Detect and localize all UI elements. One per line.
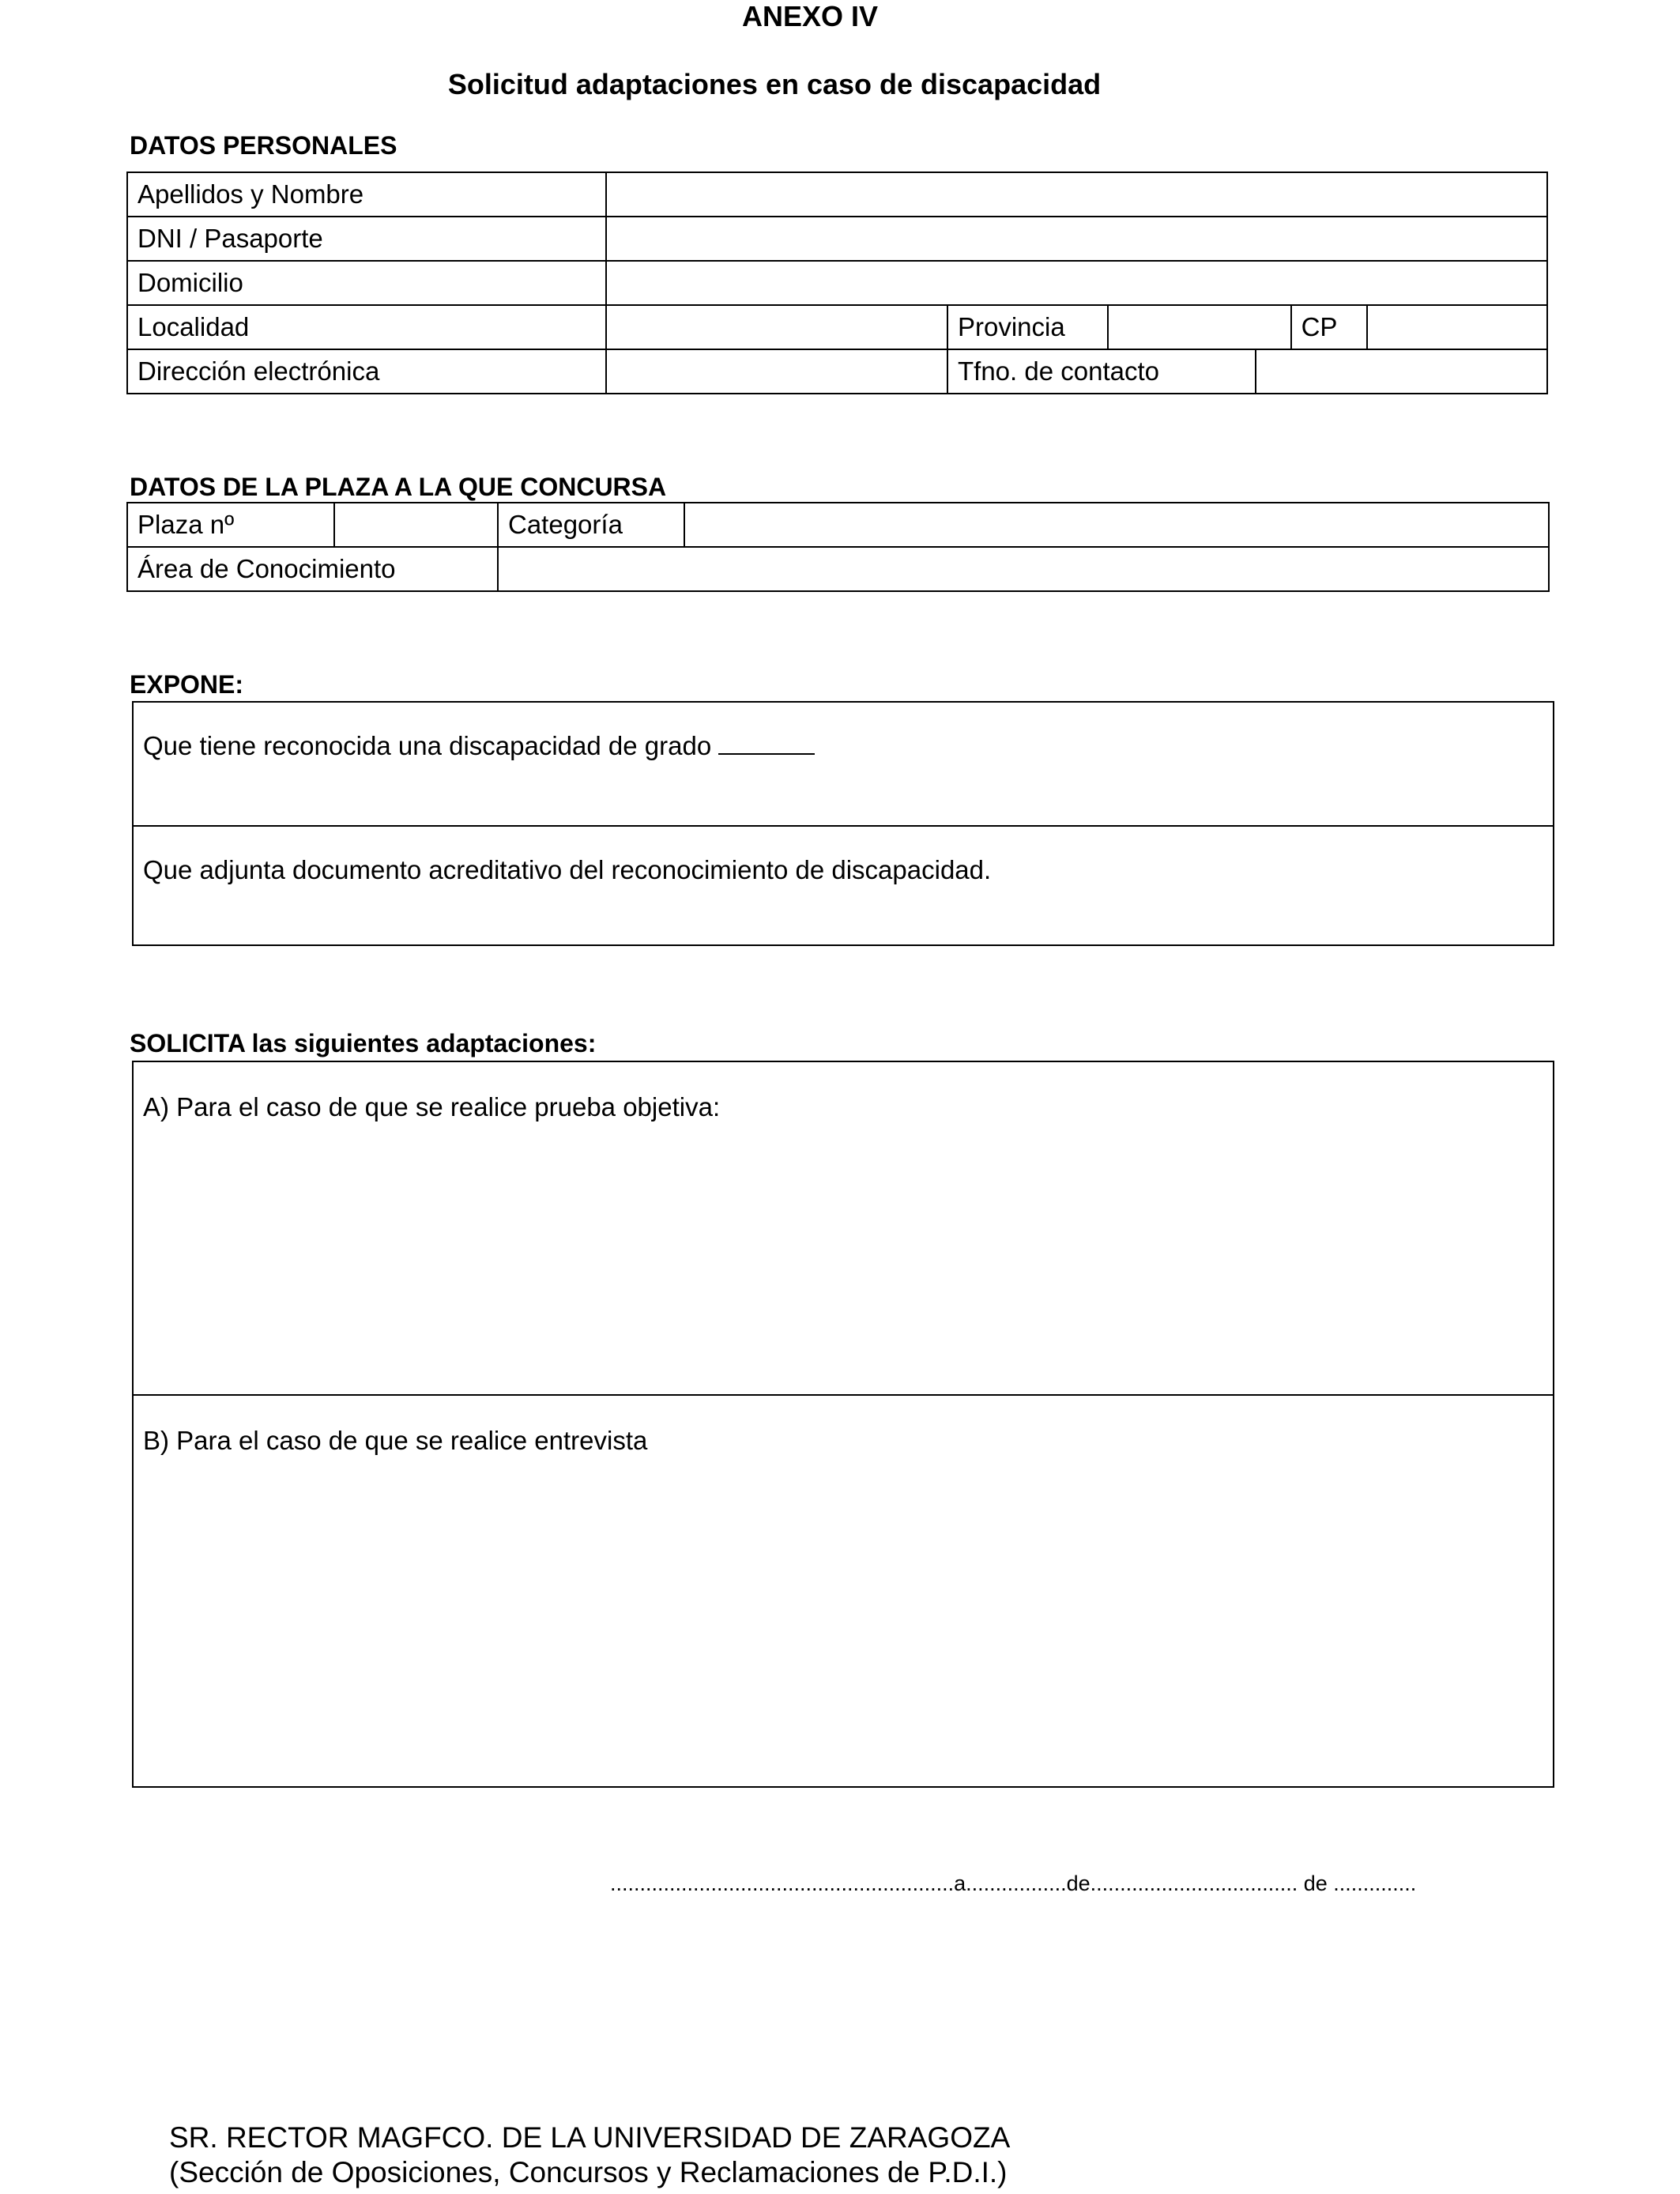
document-title: Solicitud adaptaciones en caso de discapacidad: [447, 68, 1102, 100]
solicita-heading: SOLICITA las siguientes adaptaciones:: [130, 1029, 597, 1057]
attached-document-row: [134, 825, 1553, 944]
area-row: [127, 547, 1549, 591]
option-a-text: A) Para el caso de que se realice prueba objetiva:: [143, 1092, 721, 1122]
province-label: Provincia: [947, 305, 1108, 349]
disability-grade-blank[interactable]: [718, 731, 815, 755]
personal-data-table: [126, 172, 1548, 394]
expone-heading: EXPONE:: [130, 670, 244, 699]
personal-data-heading: DATOS PERSONALES: [130, 131, 397, 160]
addressee-line: SR. RECTOR MAGFCO. DE LA UNIVERSIDAD DE ZARAGOZA: [169, 2121, 1011, 2154]
attached-document-text: Que adjunta documento acreditativo del reconocimiento de discapacidad.: [143, 855, 992, 884]
area-label: Área de Conocimiento: [127, 547, 498, 591]
phone-label: Tfno. de contacto: [947, 349, 1256, 394]
address-label: Domicilio: [127, 261, 606, 305]
city-row: [127, 305, 1547, 349]
plaza-field[interactable]: [334, 503, 498, 547]
category-label: Categoría: [498, 503, 684, 547]
dni-row: [127, 217, 1547, 261]
solicita-box: [132, 1061, 1554, 1788]
disability-grade-text: Que tiene reconocida una discapacidad de grado: [143, 731, 712, 760]
place-date-line[interactable]: ..........................................................a.................de................................... de ..............: [610, 1872, 1417, 1895]
area-field[interactable]: [498, 547, 1549, 591]
plaza-label: Plaza nº: [127, 503, 334, 547]
position-data-heading: DATOS DE LA PLAZA A LA QUE CONCURSA: [130, 473, 667, 501]
cp-field[interactable]: [1367, 305, 1547, 349]
expone-box: [132, 701, 1554, 946]
option-b-text: B) Para el caso de que se realice entrevista: [143, 1426, 648, 1455]
annex-title: ANEXO IV: [741, 0, 879, 32]
email-label: Dirección electrónica: [127, 349, 606, 394]
province-field[interactable]: [1108, 305, 1291, 349]
cp-label: CP: [1291, 305, 1367, 349]
plaza-row: [127, 503, 1549, 547]
dni-field[interactable]: [606, 217, 1547, 261]
address-field[interactable]: [606, 261, 1547, 305]
contact-row: [127, 349, 1547, 394]
city-field[interactable]: [606, 305, 947, 349]
email-field[interactable]: [606, 349, 947, 394]
address-row: [127, 261, 1547, 305]
option-a-row[interactable]: [134, 1062, 1553, 1394]
city-label: Localidad: [127, 305, 606, 349]
position-data-table: [126, 502, 1550, 592]
category-field[interactable]: [684, 503, 1549, 547]
option-b-row[interactable]: [134, 1394, 1553, 1786]
addressee-section: (Sección de Oposiciones, Concursos y Reclamaciones de P.D.I.): [169, 2156, 1008, 2188]
disability-grade-row: [134, 703, 1553, 825]
dni-label: DNI / Pasaporte: [127, 217, 606, 261]
phone-field[interactable]: [1256, 349, 1547, 394]
name-label: Apellidos y Nombre: [127, 172, 606, 217]
name-row: [127, 172, 1547, 217]
name-field[interactable]: [606, 172, 1547, 217]
